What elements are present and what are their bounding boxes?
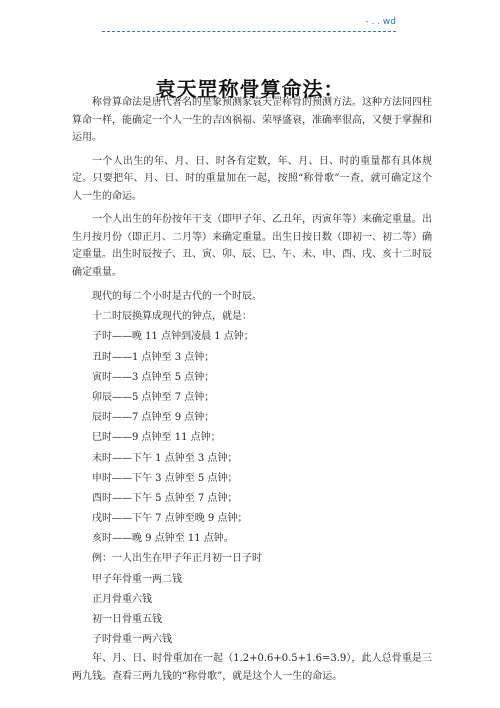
hour-mapping-line: 戌时——下午 7 点钟至晚 9 点钟；	[92, 513, 248, 525]
page-header	[102, 14, 396, 32]
example-line: 子时骨重一两六钱	[92, 634, 172, 646]
closing-paragraph: 年、月、日、时骨重加在一起（1.2+0.6+0.5+1.6=3.9），此人总骨重是三两九钱。查看三两九钱的“称骨歌”，就是这个人一生的命运。	[72, 653, 432, 682]
example-line: 例：一人出生在甲子年正月初一日子时	[92, 553, 262, 565]
hour-mapping-line: 申时——下午 3 点钟至 5 点钟；	[92, 472, 238, 484]
text-line: 十二时辰换算成现代的钟点，就是：	[92, 311, 252, 323]
document-title: 袁天罡称骨算命法：	[155, 77, 345, 102]
example-line: 初一日骨重五钱	[92, 614, 162, 625]
hour-mapping-line: 子时——晚 11 点钟到凌晨 1 点钟；	[92, 331, 254, 343]
intro-paragraph: 一个人出生的年份按年干支（即甲子年、乙丑年，丙寅年等）来确定重量。出生月按月份（即正月、二月等）来确定重量。出生日按日数（即初一、初二等）确定重量。出生时辰按子、丑、寅、卯、辰、巳、午、未、申、酉、戌、亥十二时辰确定重量。	[72, 214, 432, 278]
hour-mapping-line: 卯辰——5 点钟至 7 点钟；	[92, 391, 215, 403]
hour-mapping-line: 寅时——3 点钟至 5 点钟；	[92, 371, 215, 383]
document-body	[72, 94, 432, 691]
header-mark: - . . wd	[365, 17, 396, 27]
example-line: 甲子年骨重一两二钱	[92, 573, 182, 585]
text-line: 现代的每二个小时是古代的一个时辰。	[92, 291, 262, 302]
intro-paragraph: 一个人出生的年、月、日、时各有定数，年、月、日、时的重量都有具体规定。只要把年、月、日、时的重量加在一起，按照“称骨歌”一查，就可确定这个人一生的命运。	[72, 155, 432, 202]
hour-mapping-line: 未时——下午 1 点钟至 3 点钟；	[92, 452, 238, 464]
hour-mapping-line: 丑时——1 点钟至 3 点钟；	[92, 351, 215, 363]
hour-mapping-line: 巳时——9 点钟至 11 点钟；	[92, 432, 221, 444]
hour-mapping-line: 亥时——晚 9 点钟至 11 点钟。	[92, 533, 234, 545]
hour-mapping-line: 酉时——下午 5 点钟至 7 点钟；	[92, 492, 238, 504]
hour-mapping-line: 辰时——7 点钟至 9 点钟；	[92, 412, 215, 424]
intro-paragraph: 称骨算命法是唐代著名的星象预测家袁天罡称骨的预测方法。这种方法同四柱算命一样，能确定一个人一生的吉凶祸福、荣辱盛衰，准确率很高，又便于掌握和运用。	[72, 97, 432, 143]
example-line: 正月骨重六钱	[92, 593, 152, 605]
header-dashed-rule	[102, 31, 396, 32]
